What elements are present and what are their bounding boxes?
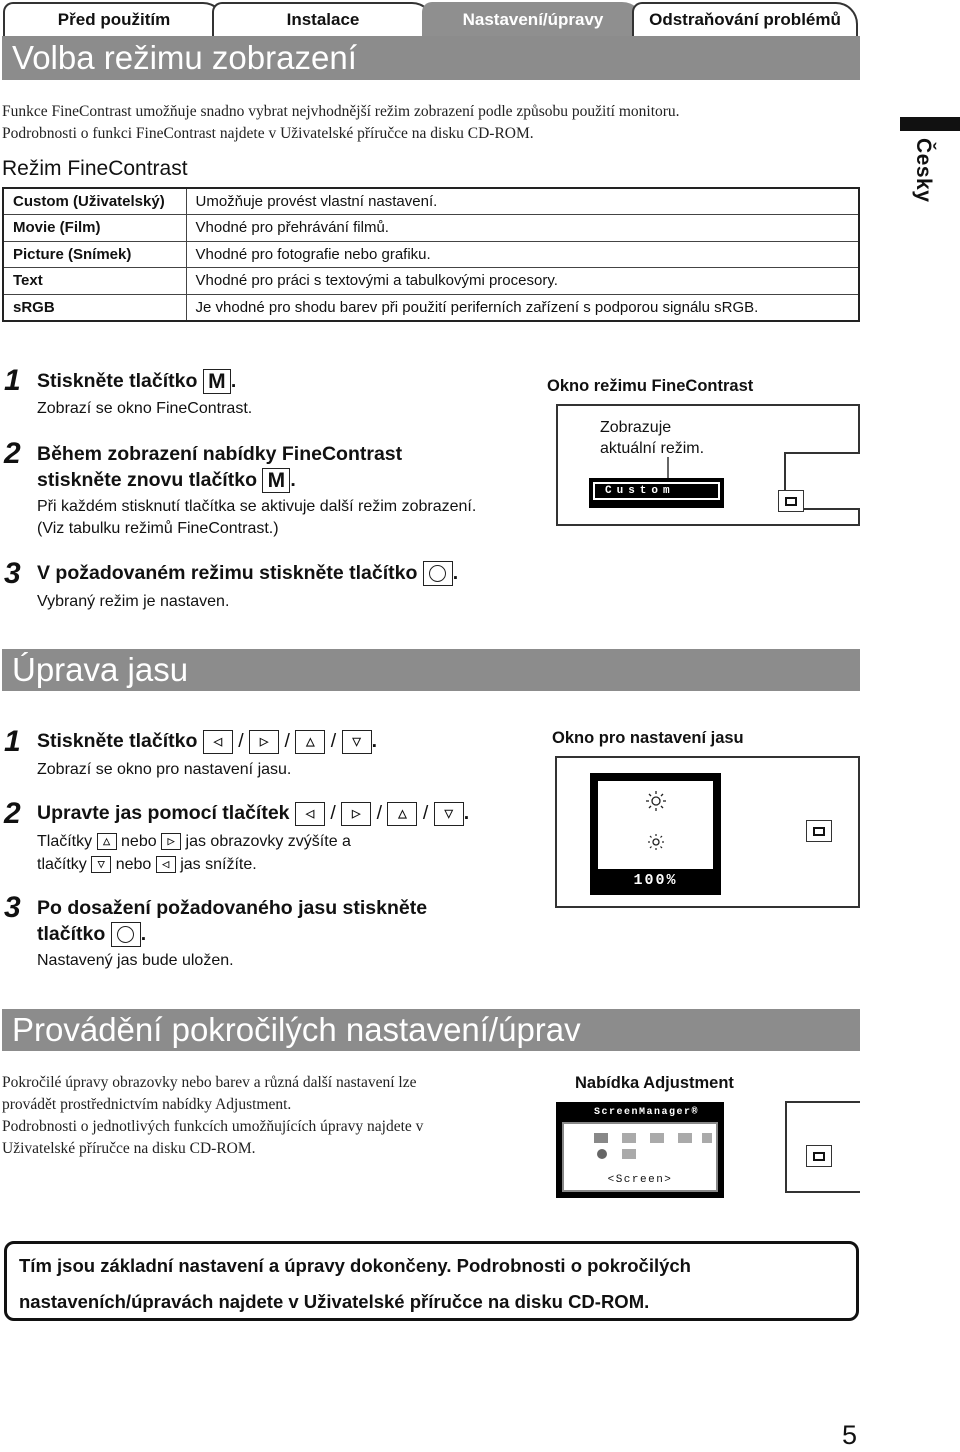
mode-button-icon [806,820,832,842]
step-title: V požadovaném režimu stiskněte tlačítko . [37,560,458,586]
down-button-icon: ▽ [342,730,372,754]
step-number: 1 [4,364,21,397]
menu-info-icon [702,1133,712,1143]
mode-button-icon [778,490,804,512]
menu-tools-icon [678,1133,692,1143]
mode-button-icon [806,1145,832,1167]
section-title-display-mode: Volba režimu zobrazení [2,36,860,80]
menu-screen-icon [594,1133,608,1143]
tab-installation[interactable] [212,2,434,36]
step-text: Nastavený jas bude uložen. [37,952,234,969]
enter-button-icon [111,922,141,947]
step-text: Zobrazí se okno pro nastavení jasu. [37,761,292,778]
menu-title: ScreenManager® [594,1107,700,1118]
mode-table [2,187,860,322]
up-button-icon: △ [295,730,325,754]
step-title: Během zobrazení nabídky FineContrast stiskněte znovu tlačítko M . [37,443,403,492]
right-button-icon: ▷ [161,833,181,850]
tab-troubleshooting[interactable] [632,2,858,36]
down-button-icon: ▽ [434,802,464,826]
menu-pip-icon [650,1133,664,1143]
menu-language-icon [597,1149,607,1159]
tab-label: Odstraňování problémů [649,10,841,29]
left-button-icon: ◁ [156,856,176,873]
menu-item: <Screen> [607,1174,673,1186]
enter-button-icon [423,561,453,586]
table-row: Picture (Snímek) Vhodné pro fotografie nebo grafiku. [3,241,859,268]
step-number: 2 [4,437,21,470]
step-title: Stiskněte tlačítko M . [37,369,237,393]
page-number: 5 [842,1420,858,1450]
step-number: 2 [4,797,21,830]
section-title-brightness: Úprava jasu [2,649,860,691]
m-key-icon: M [203,369,231,394]
intro-text: Funkce FineContrast umožňuje snadno vybrat nejvhodnější režim zobrazení podle způsobu použití monitoru. Podrobnosti o funkci FineContrast najdete v Uživatelské příručce na disku CD-ROM. [2,103,680,142]
step-text: Zobrazí se okno FineContrast. [37,400,253,417]
right-button-icon: ▷ [249,730,279,754]
osd-mode-text: Custom [593,482,720,500]
tab-label: Před použitím [57,10,171,29]
menu-color-icon [622,1133,636,1143]
brightness-low-icon [645,831,667,853]
step-title: Stiskněte tlačítko ◁ / ▷ / △ / ▽ . [37,730,378,752]
callout-text: Zobrazuje aktuální režim. [600,419,705,457]
table-row: Text Vhodné pro práci s textovými a tabulkovými procesory. [3,268,859,295]
figure-title: Okno pro nastavení jasu [552,729,744,747]
tab-settings[interactable] [422,2,644,36]
table-row: Custom (Uživatelský) Umožňuje provést vlastní nastavení. [3,188,859,215]
step-number: 3 [4,557,21,590]
subtitle-finecontrast: Režim FineContrast [2,157,188,180]
step-text: Vybraný režim je nastaven. [37,593,230,610]
adjustment-menu-osd [556,1102,724,1198]
language-label: Česky [912,138,935,203]
right-button-icon: ▷ [341,802,371,826]
brightness-high-icon [645,790,667,812]
section-title-advanced: Provádění pokročilých nastavení/úprav [2,1009,860,1051]
tab-label: Nastavení/úpravy [462,10,604,29]
step-text: Při každém stisknutí tlačítka se aktivuje další režim zobrazení. (Viz tabulku režimů FineContrast.) [37,498,477,537]
language-tab-marker [900,117,960,131]
brightness-value: 100% [633,872,678,889]
osd-box [589,478,724,508]
left-button-icon: ◁ [203,730,233,754]
up-button-icon: △ [387,802,417,826]
step-title: Po dosažení požadovaného jasu stiskněte tlačítko . [37,895,427,947]
table-row: sRGB Je vhodné pro shodu barev při použití periferních zařízení s podporou signálu sRGB. [3,294,859,321]
final-note: Tím jsou základní nastavení a úpravy dokončeny. Podrobnosti o pokročilých nastaveních/úpravách najdete v Uživatelské příručce na disku CD-ROM. [4,1241,859,1321]
tab-before-use[interactable] [3,2,225,36]
menu-exit-icon [622,1149,636,1159]
step-text: Tlačítky △ nebo ▷ jas obrazovky zvýšíte a tlačítky ▽ nebo ◁ jas snížíte. [37,833,351,873]
tab-label: Instalace [286,10,360,29]
left-button-icon: ◁ [295,802,325,826]
table-row: Movie (Film) Vhodné pro přehrávání filmů. [3,215,859,242]
figure-title: Okno režimu FineContrast [547,377,754,395]
m-key-icon: M [262,468,290,493]
figure-title: Nabídka Adjustment [575,1074,734,1092]
step-number: 1 [4,725,21,758]
advanced-text: Pokročilé úpravy obrazovky nebo barev a různá další nastavení lze provádět prostřednictvím nabídky Adjustment. Podrobnosti o jednotlivých funkcích umožňujících úpravy najdete v Uživatelské příručce na disku CD-ROM. [2,1074,424,1157]
step-title: Upravte jas pomocí tlačítek ◁ / ▷ / △ / ▽ . [37,802,470,824]
brightness-osd [590,773,721,895]
step-number: 3 [4,891,21,924]
up-button-icon: △ [97,833,117,850]
down-button-icon: ▽ [91,856,111,873]
